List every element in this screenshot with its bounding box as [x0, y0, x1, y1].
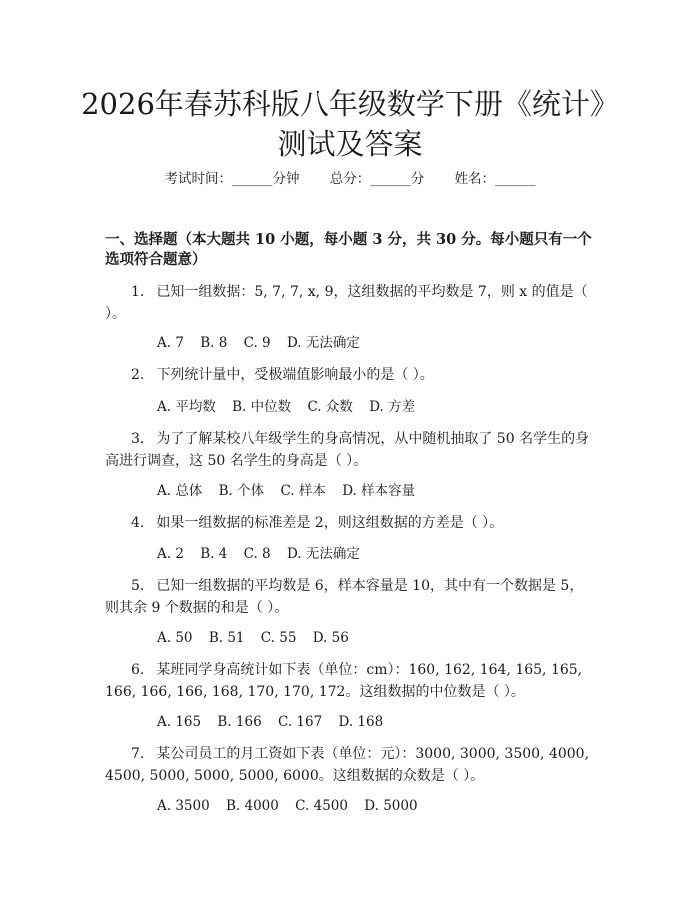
- option-d: D. 方差: [369, 399, 416, 415]
- option-d: D. 5000: [364, 798, 418, 814]
- option-b: B. 4: [200, 546, 228, 562]
- option-b: B. 个体: [218, 483, 265, 499]
- option-b: B. 8: [200, 335, 228, 351]
- option-c: C. 55: [260, 630, 297, 646]
- option-d: D. 无法确定: [286, 546, 360, 562]
- question-5-options: [157, 629, 597, 647]
- option-b: B. 166: [217, 714, 262, 730]
- question-2-options: [157, 398, 597, 416]
- option-b: B. 4000: [226, 798, 279, 814]
- question-6-options: [157, 713, 597, 731]
- question-1-options: [157, 334, 597, 352]
- student-name-field: 姓名：______: [454, 171, 536, 187]
- question-number: 2.: [131, 367, 145, 383]
- question-text: 下列统计量中，受极端值影响最小的是（ ）。: [156, 367, 434, 383]
- option-d: D. 168: [338, 714, 384, 730]
- question-number: 4.: [131, 515, 145, 531]
- question-3-options: [157, 482, 597, 500]
- question-4: [105, 512, 597, 534]
- question-text: 某公司员工的月工资如下表（单位：元）：3000, 3000, 3500, 4000, 4500, 5000, 5000, 5000, 6000。这组数据的众数是（ ）。: [105, 746, 590, 784]
- option-a: A. 3500: [157, 798, 210, 814]
- option-c: C. 8: [243, 546, 271, 562]
- option-b: B. 51: [208, 630, 245, 646]
- option-a: A. 165: [157, 714, 202, 730]
- option-d: D. 无法确定: [286, 335, 360, 351]
- question-7: [105, 743, 597, 787]
- option-c: C. 167: [277, 714, 323, 730]
- option-a: A. 2: [157, 546, 184, 562]
- question-1: [105, 281, 597, 325]
- question-number: 3.: [131, 431, 145, 447]
- question-text: 为了了解某校八年级学生的身高情况，从中随机抽取了 50 名学生的身高进行调查，这 50 名学生的身高是（ ）。: [105, 431, 590, 469]
- exam-title: 2026年春苏科版八年级数学下册《统计》测试及答案: [81, 87, 619, 161]
- option-b: B. 中位数: [232, 399, 292, 415]
- option-c: C. 4500: [295, 798, 348, 814]
- question-6: [105, 659, 597, 703]
- question-text: 已知一组数据的平均数是 6，样本容量是 10，其中有一个数据是 5，则其余 9 个数据的和是（ ）。: [105, 578, 584, 616]
- question-4-options: [157, 545, 597, 563]
- question-text: 如果一组数据的标准差是 2，则这组数据的方差是（ ）。: [156, 515, 504, 531]
- option-c: C. 9: [243, 335, 271, 351]
- question-7-options: [157, 797, 597, 815]
- question-number: 7.: [131, 746, 145, 762]
- question-number: 6.: [131, 662, 145, 678]
- option-c: C. 样本: [280, 483, 326, 499]
- question-text: 已知一组数据：5, 7, 7, x, 9，这组数据的平均数是 7，则 x 的值是（ ）。: [105, 284, 588, 322]
- question-number: 5.: [131, 578, 145, 594]
- exam-info-line: [0, 170, 700, 188]
- option-a: A. 总体: [157, 483, 203, 499]
- question-text: 某班同学身高统计如下表（单位：cm）：160, 162, 164, 165, 165, 166, 166, 166, 168, 170, 170, 172。这组数据的中位数是（ ）。: [105, 662, 583, 700]
- question-3: [105, 428, 597, 472]
- question-2: [105, 364, 597, 386]
- option-c: C. 众数: [307, 399, 353, 415]
- total-score-field: 总分：______分: [329, 171, 425, 187]
- option-d: D. 样本容量: [342, 483, 416, 499]
- option-a: A. 7: [157, 335, 184, 351]
- section-heading: 一、选择题（本大题共 10 小题，每小题 3 分，共 30 分。每小题只有一个选项符合题意）: [105, 231, 592, 268]
- option-a: A. 平均数: [157, 399, 216, 415]
- exam-time-field: 考试时间：______分钟: [164, 171, 300, 187]
- question-5: [105, 575, 597, 619]
- option-d: D. 56: [312, 630, 349, 646]
- question-number: 1.: [131, 284, 145, 300]
- option-a: A. 50: [157, 630, 193, 646]
